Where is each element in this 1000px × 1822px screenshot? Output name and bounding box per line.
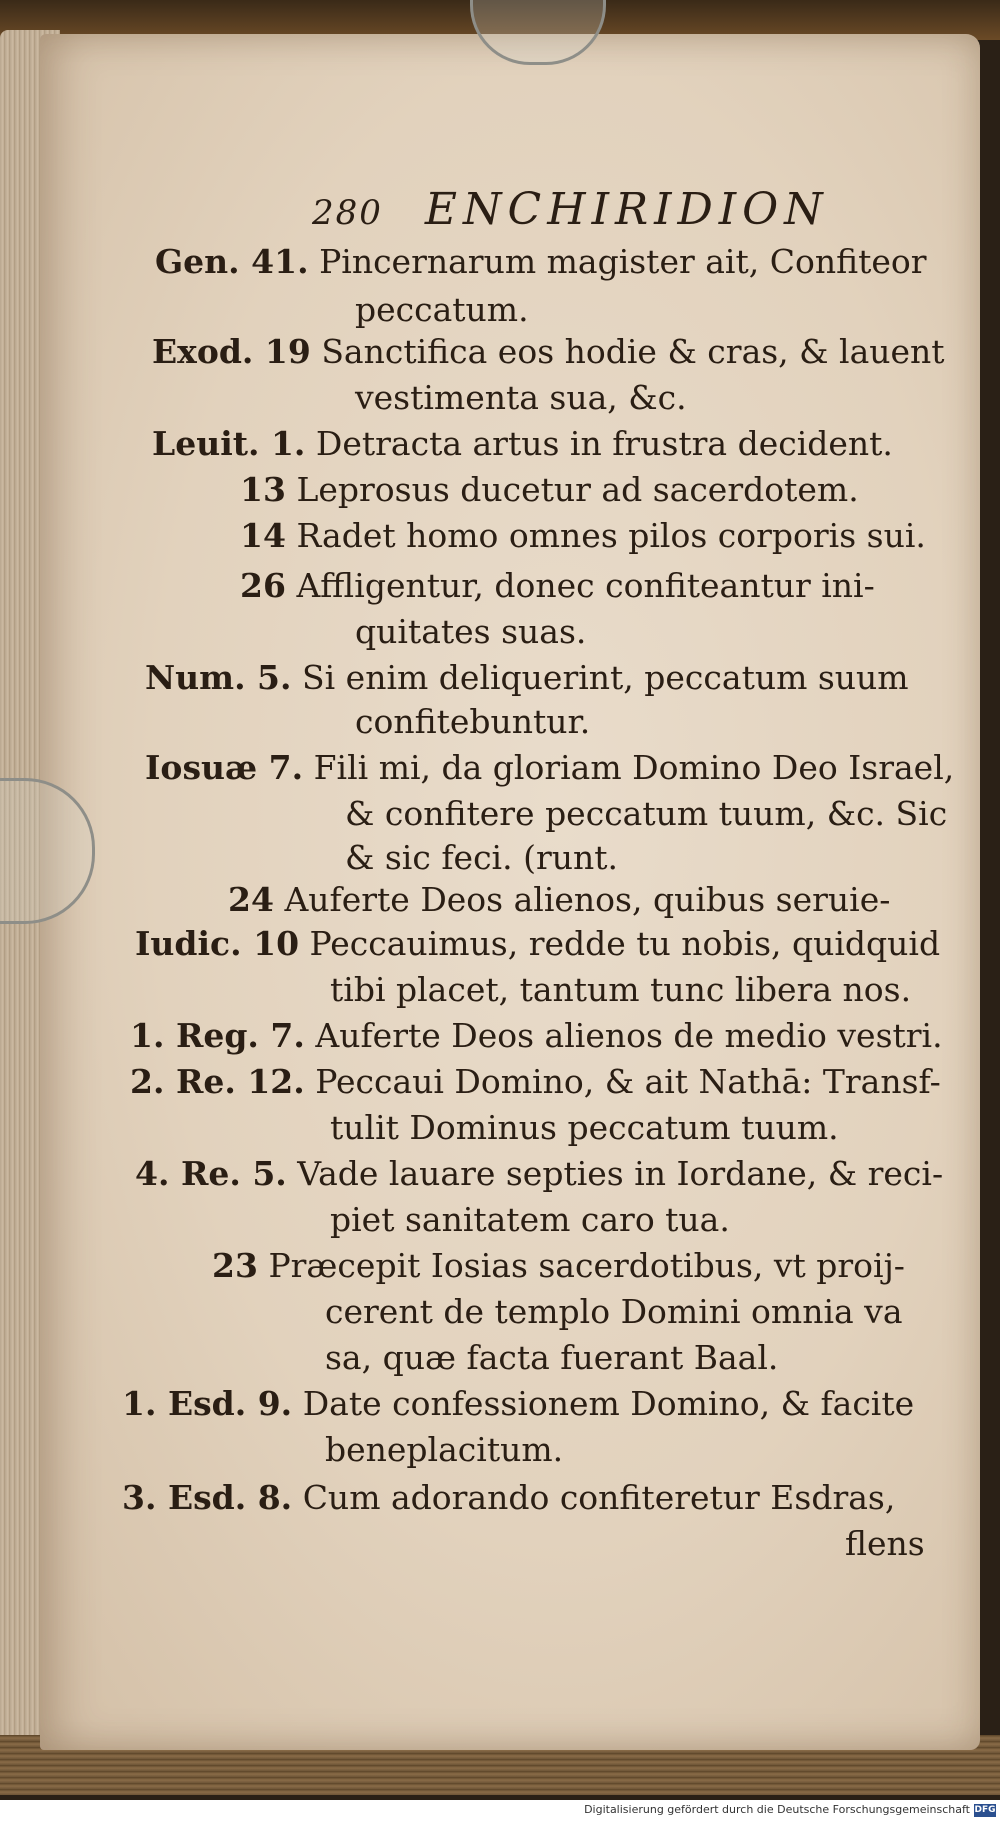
text-line	[240, 566, 875, 606]
verse-reference: Iudic. 10	[135, 924, 300, 963]
footer-bar	[0, 1800, 1000, 1822]
verse-reference: Num. 5.	[145, 658, 292, 697]
verse-reference: Exod. 19	[152, 332, 311, 371]
verse-text: flens	[845, 1524, 925, 1563]
catchword	[845, 1524, 925, 1564]
verse-text: quitates suas.	[355, 612, 587, 651]
text-line	[145, 748, 954, 788]
text-line	[135, 924, 940, 964]
text-line	[135, 1154, 943, 1194]
text-line	[130, 1062, 941, 1102]
verse-reference: 24	[228, 880, 274, 919]
text-line	[330, 970, 911, 1010]
verse-text: Cum adorando confiteretur Esdras,	[302, 1478, 896, 1517]
verse-text: cerent de templo Domini omnia va	[325, 1292, 903, 1331]
text-line	[240, 470, 859, 510]
verse-text: Præcepit Iosias sacerdotibus, vt proij-	[268, 1246, 905, 1285]
text-line	[330, 1108, 839, 1148]
verse-reference: 14	[240, 516, 286, 555]
verse-text: Vade lauare septies in Iordane, & reci-	[297, 1154, 944, 1193]
page-number: 280	[312, 193, 383, 233]
verse-text: Fili mi, da gloriam Domino Deo Israel,	[313, 748, 955, 787]
text-line	[325, 1292, 903, 1332]
verse-text: Radet homo omnes pilos corporis sui.	[296, 516, 926, 555]
text-line	[345, 794, 947, 834]
text-line	[130, 1016, 943, 1056]
text-line	[355, 378, 687, 418]
verse-text: Peccauimus, redde tu nobis, quidquid	[309, 924, 941, 963]
verse-reference: Gen. 41.	[155, 242, 309, 281]
verse-text: sa, quæ facta fuerant Baal.	[325, 1338, 779, 1377]
text-line	[355, 702, 590, 742]
verse-reference: 2. Re. 12.	[130, 1062, 305, 1101]
verse-text: Peccaui Domino, & ait Nathā: Transf-	[315, 1062, 941, 1101]
verse-reference: 1. Esd. 9.	[122, 1384, 293, 1423]
text-line	[325, 1430, 563, 1470]
verse-text: Auferte Deos alienos, quibus seruie-	[284, 880, 891, 919]
text-line	[122, 1478, 895, 1518]
verse-text: tulit Dominus peccatum tuum.	[330, 1108, 839, 1147]
verse-reference: 4. Re. 5.	[135, 1154, 287, 1193]
verse-reference: 26	[240, 566, 286, 605]
verse-text: Affligentur, donec confiteantur ini-	[296, 566, 875, 605]
text-line	[152, 332, 945, 372]
verse-text: Leprosus ducetur ad sacerdotem.	[296, 470, 859, 509]
verse-reference: Leuit. 1.	[152, 424, 306, 463]
verse-text: piet sanitatem caro tua.	[330, 1200, 730, 1239]
verse-text: Auferte Deos alienos de medio vestri.	[315, 1016, 943, 1055]
text-line	[122, 1384, 914, 1424]
verse-reference: 1. Reg. 7.	[130, 1016, 305, 1055]
verse-text: & sic feci. (runt.	[345, 838, 618, 877]
verse-text: peccatum.	[355, 290, 529, 329]
text-line	[345, 838, 618, 878]
text-line	[330, 1200, 730, 1240]
verse-reference: 13	[240, 470, 286, 509]
text-line	[240, 516, 926, 556]
page-title: ENCHIRIDION	[424, 184, 829, 235]
verse-text: Si enim deliquerint, peccatum suum	[302, 658, 909, 697]
running-head	[312, 184, 829, 235]
verse-reference: 3. Esd. 8.	[122, 1478, 293, 1517]
verse-text: tibi placet, tantum tunc libera nos.	[330, 970, 912, 1009]
verse-text: vestimenta sua, &c.	[355, 378, 687, 417]
text-line	[325, 1338, 778, 1378]
verse-text: beneplacitum.	[325, 1430, 564, 1469]
text-line	[355, 612, 586, 652]
text-line	[355, 290, 529, 330]
verse-reference: Iosuæ 7.	[145, 748, 304, 787]
funding-credit: Digitalisierung gefördert durch die Deutsche Forschungsgemeinschaft	[584, 1803, 970, 1816]
verse-text: confitebuntur.	[355, 702, 591, 741]
verse-text: Pincernarum magister ait, Confiteor	[319, 242, 927, 281]
dfg-logo: DFG	[974, 1805, 996, 1815]
verse-text: & confitere peccatum tuum, &c. Sic	[345, 794, 948, 833]
verse-text: Detracta artus in frustra decident.	[315, 424, 893, 463]
verse-reference: 23	[212, 1246, 258, 1285]
verse-text: Sanctifica eos hodie & cras, & lauent	[321, 332, 945, 371]
text-line	[145, 658, 909, 698]
verse-text: Date confessionem Domino, & facite	[302, 1384, 915, 1423]
text-line	[155, 242, 927, 282]
text-line	[228, 880, 890, 920]
text-line	[212, 1246, 905, 1286]
text-line	[152, 424, 893, 464]
